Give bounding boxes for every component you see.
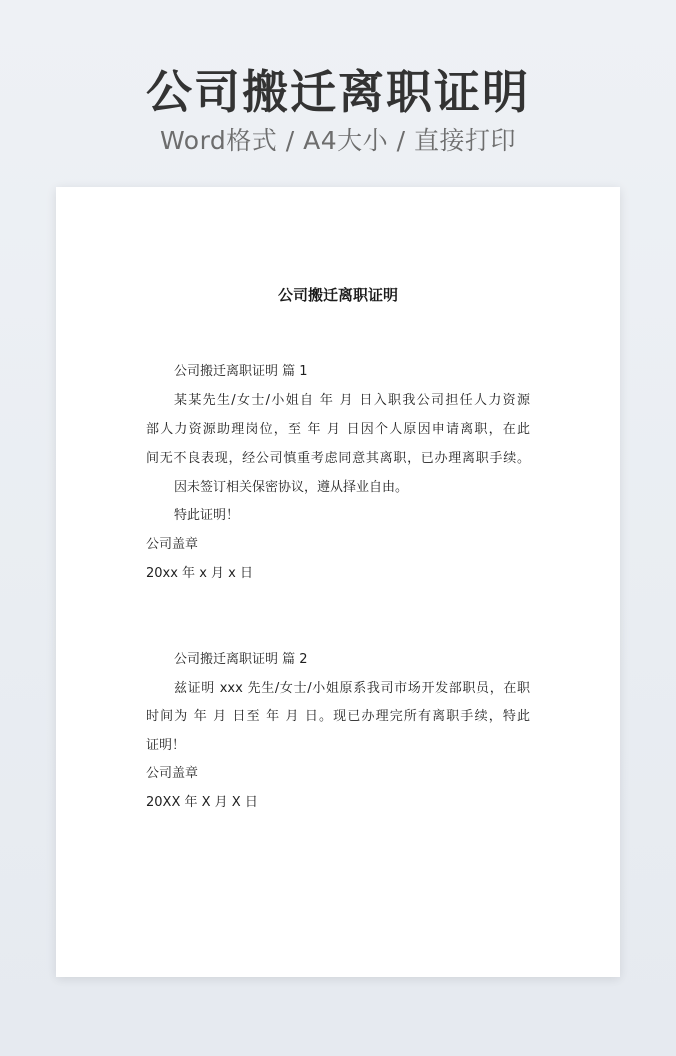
section1-paragraph1-line3: 间无不良表现，经公司慎重考虑同意其离职，已办理离职手续。 [146,451,530,466]
section1-heading: 公司搬迁离职证明 篇 1 [174,364,308,379]
section2-company-seal: 公司盖章 [146,766,199,781]
section2-heading: 公司搬迁离职证明 篇 2 [174,652,308,667]
section1-paragraph2: 因未签订相关保密协议，遵从择业自由。 [174,480,409,495]
document-page [56,187,620,977]
section1-paragraph1-line1: 某某先生/女士/小姐自 年 月 日入职我公司担任人力资源 [174,393,530,408]
section1-paragraph1-line2: 部人力资源助理岗位，至 年 月 日因个人原因申请离职，在此 [146,422,530,437]
section2-paragraph1-line3: 证明！ [146,738,186,753]
banner-header [0,62,676,158]
section1-paragraph3: 特此证明！ [174,508,240,523]
section1-date: 20xx 年 x 月 x 日 [146,566,253,581]
banner-title: 公司搬迁离职证明 [146,65,530,119]
document-title: 公司搬迁离职证明 [277,286,398,304]
section2-paragraph1-line2: 时间为 年 月 日至 年 月 日。现已办理完所有离职手续，特此 [146,709,530,724]
section1-company-seal: 公司盖章 [146,537,199,552]
section2-paragraph1-line1: 兹证明 xxx 先生/女士/小姐原系我司市场开发部职员，在职 [174,681,530,696]
banner-subtitle: Word格式 / A4大小 / 直接打印 [160,126,516,155]
section2-date: 20XX 年 X 月 X 日 [146,795,258,810]
